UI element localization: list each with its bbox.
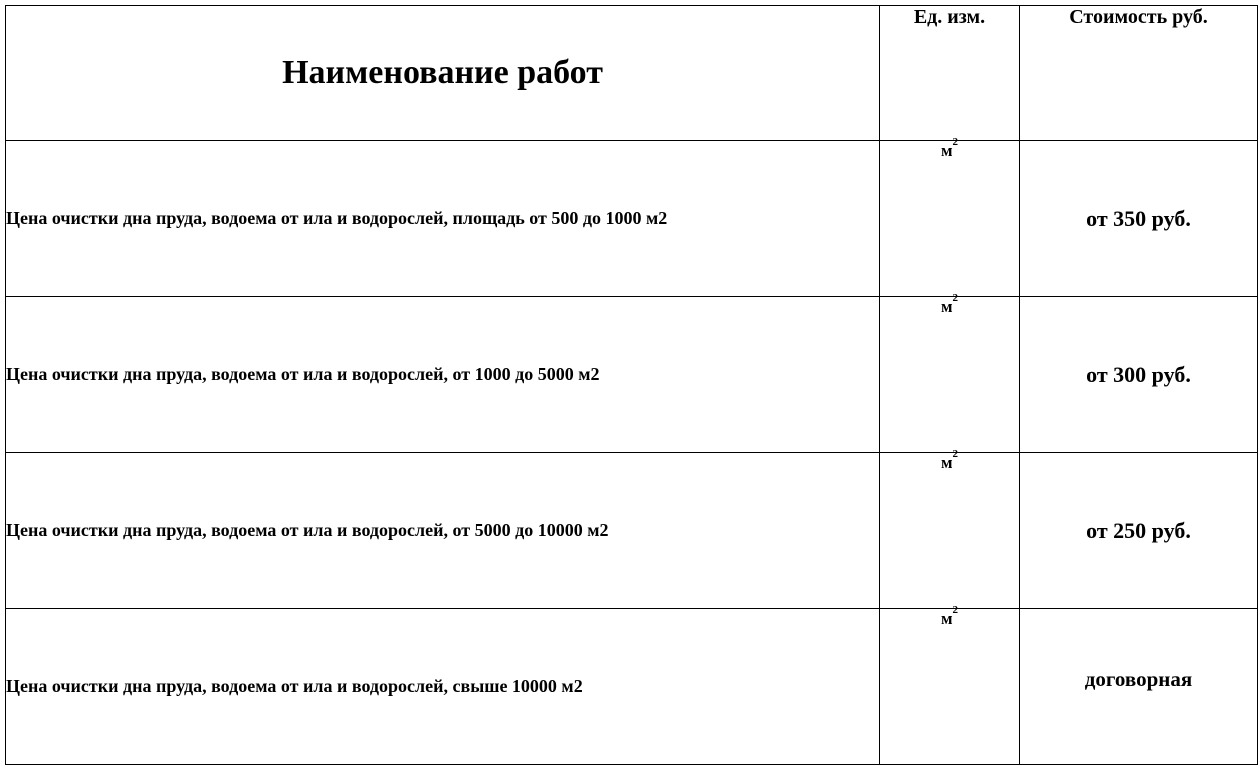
work-name-cell: Цена очистки дна пруда, водоема от ила и водорослей, площадь от 500 до 1000 м2	[6, 141, 880, 297]
table-row	[6, 297, 1258, 453]
header-unit: Ед. изм.	[880, 6, 1020, 141]
work-name-cell: Цена очистки дна пруда, водоема от ила и водорослей, свыше 10000 м2	[6, 609, 880, 765]
unit-exponent: 2	[952, 136, 959, 148]
unit-base: м	[940, 453, 953, 472]
unit-base: м	[940, 141, 953, 160]
unit-cell	[880, 448, 1020, 609]
header-cost: Стоимость руб.	[1020, 6, 1258, 141]
cost-cell: от 350 руб.	[1020, 141, 1258, 297]
header-work-name: Наименование работ	[6, 6, 880, 141]
table-row	[6, 453, 1258, 609]
unit-exponent: 2	[952, 604, 959, 616]
table-header-row	[6, 6, 1258, 141]
unit-base: м	[940, 297, 953, 316]
cost-cell: договорная	[1020, 609, 1258, 765]
unit-exponent: 2	[952, 292, 959, 304]
unit-cell	[880, 136, 1020, 297]
unit-cell	[880, 604, 1020, 765]
unit-base: м	[940, 609, 953, 628]
cost-cell: от 250 руб.	[1020, 453, 1258, 609]
price-table	[5, 5, 1258, 765]
table-row	[6, 609, 1258, 765]
unit-exponent: 2	[952, 448, 959, 460]
work-name-cell: Цена очистки дна пруда, водоема от ила и водорослей, от 1000 до 5000 м2	[6, 297, 880, 453]
table-row	[6, 141, 1258, 297]
unit-cell	[880, 292, 1020, 453]
cost-cell: от 300 руб.	[1020, 297, 1258, 453]
work-name-cell: Цена очистки дна пруда, водоема от ила и водорослей, от 5000 до 10000 м2	[6, 453, 880, 609]
